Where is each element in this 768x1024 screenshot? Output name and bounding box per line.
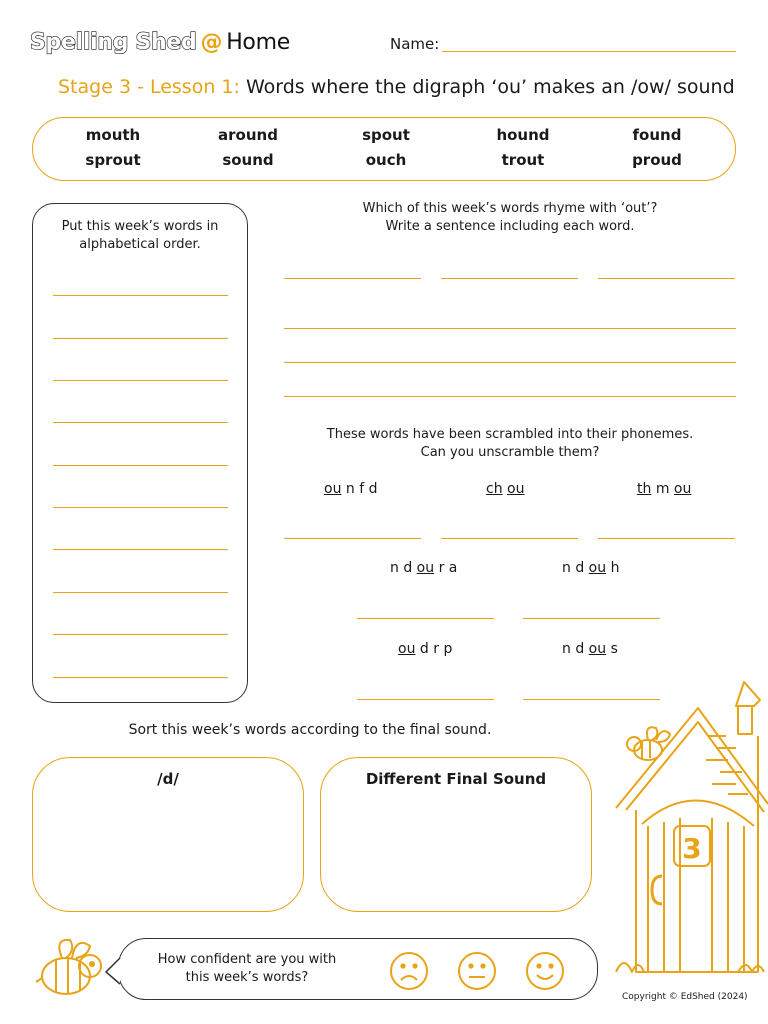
phoneme-digraph: ou [324, 481, 342, 497]
rhyme-instructions [284, 200, 736, 236]
alpha-answer-line[interactable] [53, 507, 228, 508]
bee-mascot-icon [34, 936, 106, 1002]
rhyme-line1: Which of this week’s words rhyme with ‘out’? [362, 201, 658, 216]
spelling-shed-logo [30, 30, 290, 55]
phoneme-letters: n d [562, 641, 589, 657]
phoneme-letters: d r p [415, 641, 453, 657]
shed-number: 3 [682, 832, 702, 865]
phoneme-letters: n d [562, 560, 589, 576]
phoneme-digraph: ou [588, 560, 607, 576]
lesson-heading: Words where the digraph ‘ou’ makes an /ow/ sound [245, 76, 735, 98]
alphabetical-order-box [32, 203, 248, 703]
lesson-title [58, 76, 735, 98]
phoneme-digraph: th [637, 481, 652, 497]
alpha-answer-line[interactable] [53, 592, 228, 593]
neutral-face-icon[interactable] [457, 951, 497, 991]
word-bank-item: ouch [365, 151, 407, 169]
phoneme-digraph: ou [416, 560, 435, 576]
unscramble-line[interactable] [441, 538, 578, 539]
sentence-line[interactable] [284, 362, 736, 363]
scrambled-word [637, 481, 691, 497]
confidence-line1: How confident are you with [157, 952, 337, 967]
lesson-stage: Stage 3 - Lesson 1: [58, 76, 240, 98]
alphabetical-instructions [33, 218, 247, 254]
sort-instructions: Sort this week’s words according to the final sound. [128, 722, 492, 738]
copyright: Copyright © EdShed (2024) [622, 992, 748, 1002]
phoneme-letters: m [651, 481, 674, 497]
happy-face-icon[interactable] [525, 951, 565, 991]
scramble-line1: These words have been scrambled into their phonemes. [326, 427, 694, 442]
unscramble-line[interactable] [357, 699, 494, 700]
rhyme-word-line[interactable] [284, 278, 421, 279]
sort-box-different[interactable] [320, 757, 592, 912]
scrambled-word [324, 481, 378, 497]
name-label: Name: [390, 35, 440, 53]
shed-illustration [608, 676, 768, 988]
phoneme-digraph: ou [398, 641, 416, 657]
alpha-answer-line[interactable] [53, 634, 228, 635]
word-bank-item: sprout [85, 151, 141, 169]
name-line[interactable] [442, 51, 736, 52]
scramble-line2: Can you unscramble them? [420, 445, 600, 460]
alpha-answer-line[interactable] [53, 549, 228, 550]
unscramble-line[interactable] [598, 538, 735, 539]
rhyme-word-line[interactable] [441, 278, 578, 279]
scrambled-word [390, 560, 457, 576]
phoneme-digraph: ou [507, 481, 525, 497]
word-bank-item: sound [222, 151, 274, 169]
confidence-bubble [118, 938, 598, 1000]
alpha-answer-line[interactable] [53, 422, 228, 423]
sad-face-icon[interactable] [389, 951, 429, 991]
bubble-tail [104, 956, 124, 986]
sentence-line[interactable] [284, 396, 736, 397]
phoneme-digraph: ou [588, 641, 607, 657]
confidence-question [147, 951, 347, 987]
phoneme-digraph: ch [486, 481, 503, 497]
alphabetical-line1: Put this week’s words in [61, 219, 219, 234]
word-bank [32, 117, 736, 181]
alpha-answer-line[interactable] [53, 338, 228, 339]
phoneme-letters: n f d [341, 481, 378, 497]
rhyme-word-line[interactable] [598, 278, 735, 279]
word-bank-item: proud [632, 151, 682, 169]
alpha-answer-line[interactable] [53, 380, 228, 381]
phoneme-digraph: ou [673, 481, 692, 497]
alpha-answer-line[interactable] [53, 677, 228, 678]
sentence-line[interactable] [284, 328, 736, 329]
rhyme-line2: Write a sentence including each word. [385, 219, 635, 234]
word-bank-item: hound [496, 126, 550, 144]
phoneme-letters: n d [390, 560, 417, 576]
alphabetical-line2: alphabetical order. [79, 237, 201, 252]
unscramble-line[interactable] [357, 618, 494, 619]
unscramble-line[interactable] [523, 618, 660, 619]
word-bank-item: trout [501, 151, 545, 169]
word-bank-item: mouth [85, 126, 141, 144]
logo-brand: Spelling Shed [30, 30, 197, 55]
scrambled-word [562, 641, 618, 657]
scrambled-word [398, 641, 452, 657]
confidence-line2: this week’s words? [185, 970, 309, 985]
alpha-answer-line[interactable] [53, 465, 228, 466]
unscramble-line[interactable] [284, 538, 421, 539]
sort-box-d-label: /d/ [157, 770, 179, 788]
logo-home: Home [226, 30, 290, 55]
sort-box-d[interactable] [32, 757, 304, 912]
phoneme-letters: h [606, 560, 620, 576]
scrambled-word [562, 560, 619, 576]
scramble-instructions [284, 426, 736, 462]
word-bank-item: spout [362, 126, 410, 144]
word-bank-item: found [632, 126, 682, 144]
alpha-answer-line[interactable] [53, 295, 228, 296]
logo-at: @ [200, 30, 223, 55]
scrambled-word [486, 481, 524, 497]
phoneme-letters: s [606, 641, 618, 657]
phoneme-letters: r a [434, 560, 458, 576]
word-bank-item: around [218, 126, 278, 144]
sort-box-different-label: Different Final Sound [365, 770, 547, 788]
